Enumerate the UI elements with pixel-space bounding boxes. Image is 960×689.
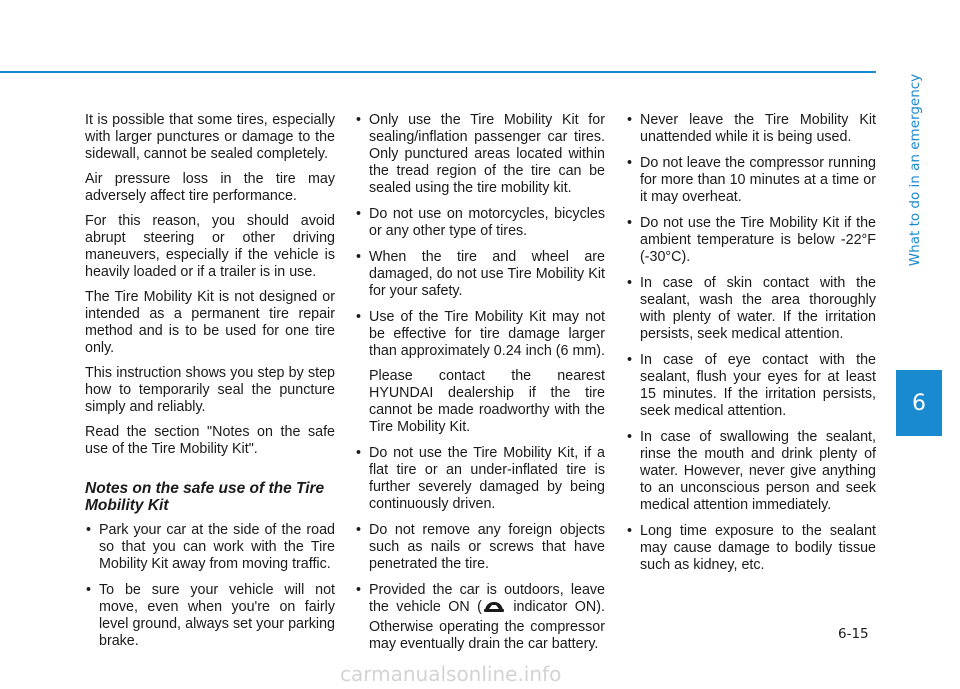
list-item: • Do not leave the compressor running for more than 10 minutes at a time or it may overheat. <box>626 155 876 206</box>
list-item: • In case of eye contact with the sealant, flush your eyes for at least 15 minutes. If the irritation persists, seek medical attention. <box>626 352 876 420</box>
list-item: • Park your car at the side of the road so that you can work with the Tire Mobility Kit away from moving traffic. <box>85 522 335 573</box>
column-3 <box>626 112 876 583</box>
list-item: • Do not use on motorcycles, bicycles or any other type of tires. <box>355 206 605 240</box>
list-item: • Do not remove any foreign objects such as nails or screws that have penetrated the tire. <box>355 522 605 573</box>
list-item <box>355 309 605 436</box>
list-item: • Never leave the Tire Mobility Kit unattended while it is being used. <box>626 112 876 146</box>
list-item-text: Use of the Tire Mobility Kit may not be effective for tire damage larger than approximately 0.24 inch (6 mm). <box>369 309 606 359</box>
paragraph: This instruction shows you step by step how to temporarily seal the puncture simply and reliably. <box>85 365 335 415</box>
paragraph: Air pressure loss in the tire may adversely affect tire performance. <box>85 171 335 204</box>
header-rule <box>0 71 876 73</box>
list-item: • To be sure your vehicle will not move, even when you're on fairly level ground, always set your parking brake. <box>85 582 335 650</box>
list-item: • In case of skin contact with the sealant, wash the area thoroughly with plenty of water. If the irritation persists, seek medical attention. <box>626 275 876 343</box>
list-item: • When the tire and wheel are damaged, do not use Tire Mobility Kit for your safety. <box>355 249 605 300</box>
bullet-list <box>85 522 335 650</box>
paragraph: Read the section "Notes on the safe use of the Tire Mobility Kit". <box>85 424 335 457</box>
list-item: • Only use the Tire Mobility Kit for sealing/inflation passenger car tires. Only punctured areas located within the tread region of the tire can be sealed using the tire mobility kit. <box>355 112 605 197</box>
chapter-number: 6 <box>912 390 926 416</box>
section-heading: Notes on the safe use of the Tire Mobility Kit <box>85 480 325 514</box>
column-2 <box>355 112 605 662</box>
list-item: • In case of swallowing the sealant, rinse the mouth and drink plenty of water. However, never give anything to an unconscious person and seek medical attention immediately. <box>626 429 876 514</box>
car-ready-icon <box>483 600 505 619</box>
watermark: carmanualsonline.info <box>340 662 562 686</box>
section-title-text: What to do in an emergency <box>907 73 923 267</box>
bullet-list <box>355 112 605 653</box>
paragraph: It is possible that some tires, especially with larger punctures or damage to the sidewall, cannot be sealed completely. <box>85 112 335 162</box>
list-item-continuation: Please contact the nearest HYUNDAI dealership if the tire cannot be made roadworthy with the Tire Mobility Kit. <box>369 368 605 435</box>
list-item-text: Provided the car is outdoors, leave the vehicle ON ( <box>369 582 605 615</box>
bullet-list <box>626 112 876 574</box>
column-1 <box>85 112 335 659</box>
chapter-tab <box>896 370 942 436</box>
list-item <box>355 582 605 653</box>
list-item-text: indicator ON). Otherwise operating the compressor may eventually drain the car battery. <box>369 599 605 652</box>
list-item: • Long time exposure to the sealant may cause damage to bodily tissue such as kidney, etc. <box>626 523 876 574</box>
page-number: 6-15 <box>838 626 869 642</box>
paragraph: The Tire Mobility Kit is not designed or intended as a permanent tire repair method and is to be used for one tire only. <box>85 289 335 356</box>
list-item: • Do not use the Tire Mobility Kit, if a flat tire or an under-inflated tire is further severely damaged by being continuously driven. <box>355 445 605 513</box>
paragraph: For this reason, you should avoid abrupt steering or other driving maneuvers, especially if the vehicle is heavily loaded or if a trailer is in use. <box>85 213 335 280</box>
section-title-vertical <box>900 40 930 300</box>
list-item: • Do not use the Tire Mobility Kit if the ambient temperature is below -22°F (-30°C). <box>626 215 876 266</box>
